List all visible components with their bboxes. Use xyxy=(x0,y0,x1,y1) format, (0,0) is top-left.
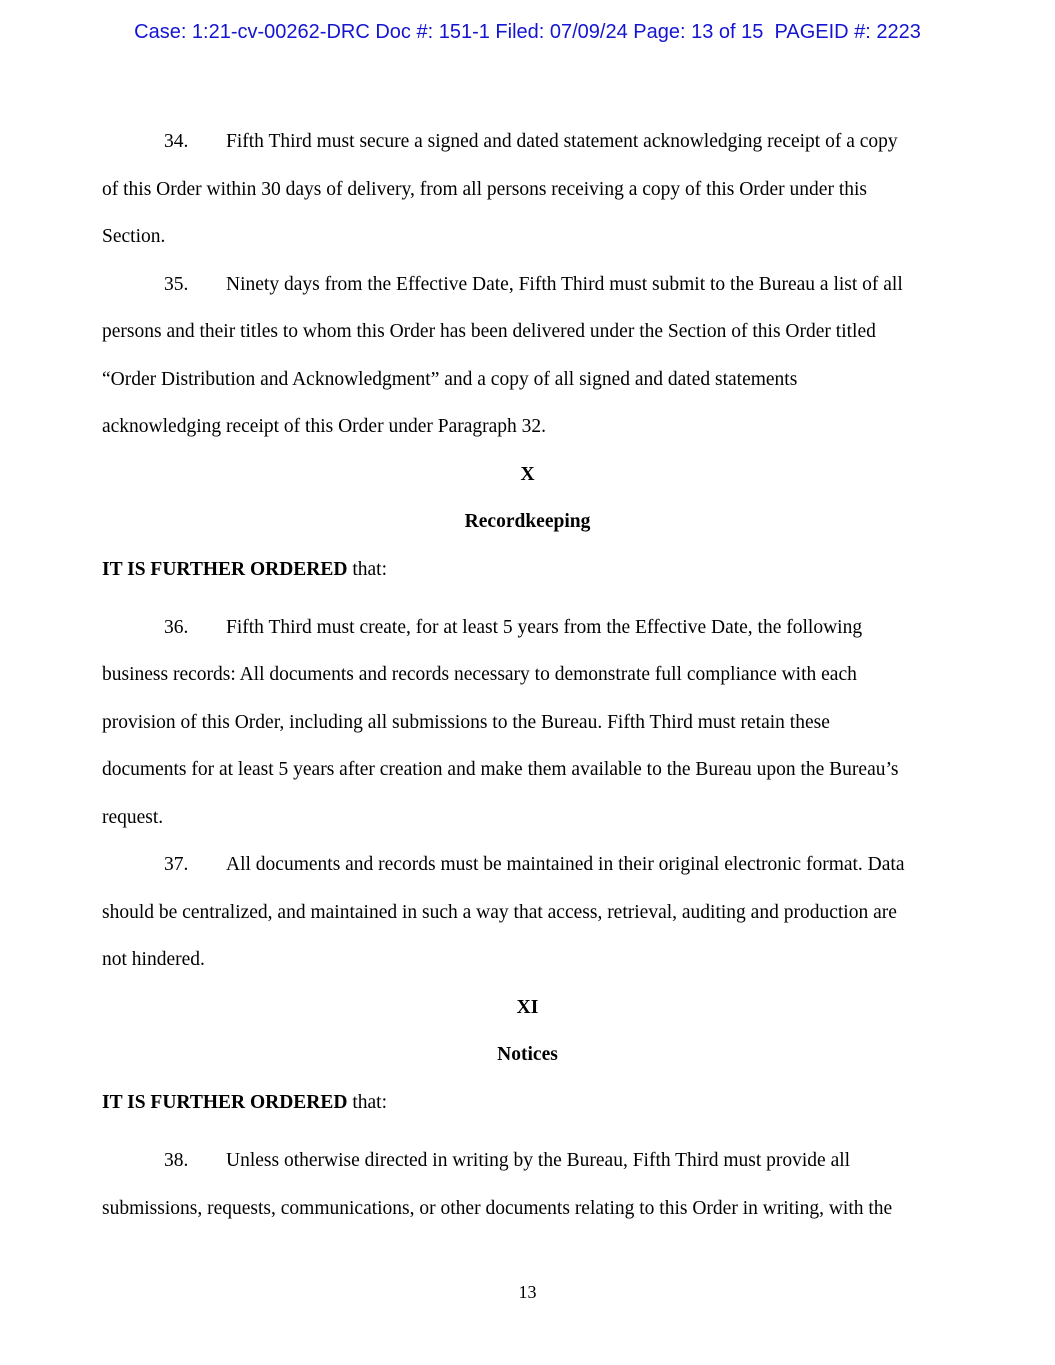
paragraph-34-line-3: Section. xyxy=(102,226,166,247)
paragraph-37-line-3: not hindered. xyxy=(102,949,205,970)
section-x-numeral: X xyxy=(520,464,535,485)
section-xi-ordered-rest: that: xyxy=(347,1092,388,1113)
paragraph-35-text-1: Ninety days from the Effective Date, Fifth Third must submit to the Bureau a list of all xyxy=(226,274,903,295)
section-xi-title: Notices xyxy=(497,1044,558,1065)
paragraph-35-line-4: acknowledging receipt of this Order under Paragraph 32. xyxy=(102,416,547,437)
section-xi-numeral: XI xyxy=(516,997,539,1018)
paragraph-36-line-1 xyxy=(102,616,862,640)
paragraph-36-text-1: Fifth Third must create, for at least 5 years from the Effective Date, the following xyxy=(226,617,863,638)
paragraph-37-line-1 xyxy=(102,853,905,877)
paragraph-36-line-2: business records: All documents and records necessary to demonstrate full compliance with each xyxy=(102,664,857,685)
paragraph-38-number: 38. xyxy=(164,1150,189,1171)
paragraph-35-line-1 xyxy=(102,273,903,297)
paragraph-34-number: 34. xyxy=(164,131,189,152)
paragraph-37-text-1: All documents and records must be maintained in their original electronic format. Data xyxy=(226,854,905,875)
paragraph-38-line-1 xyxy=(102,1149,850,1173)
section-x-ordered-clause xyxy=(102,558,387,582)
section-x-ordered-rest: that: xyxy=(347,559,388,580)
section-x-title: Recordkeeping xyxy=(464,511,591,532)
paragraph-36-line-3: provision of this Order, including all submissions to the Bureau. Fifth Third must retain these xyxy=(102,712,830,733)
paragraph-36-number: 36. xyxy=(164,617,189,638)
section-xi-ordered-clause xyxy=(102,1091,387,1115)
section-xi-ordered-bold: IT IS FURTHER ORDERED xyxy=(102,1092,348,1113)
paragraph-38-text-1: Unless otherwise directed in writing by the Bureau, Fifth Third must provide all xyxy=(226,1150,851,1171)
paragraph-34-text-1: Fifth Third must secure a signed and dated statement acknowledging receipt of a copy xyxy=(226,131,898,152)
paragraph-36-line-4: documents for at least 5 years after creation and make them available to the Bureau upon the Bureau’s xyxy=(102,759,899,780)
paragraph-35-line-2: persons and their titles to whom this Order has been delivered under the Section of this Order titled xyxy=(102,321,876,342)
page-number: 13 xyxy=(518,1282,537,1302)
paragraph-34-line-1 xyxy=(102,130,898,154)
section-x-ordered-bold: IT IS FURTHER ORDERED xyxy=(102,559,348,580)
paragraph-38-line-2: submissions, requests, communications, or other documents relating to this Order in writing, with the xyxy=(102,1198,893,1219)
paragraph-34-line-2: of this Order within 30 days of delivery, from all persons receiving a copy of this Order under this xyxy=(102,179,868,200)
paragraph-35-line-3: “Order Distribution and Acknowledgment” and a copy of all signed and dated statements xyxy=(102,369,798,390)
case-header-stamp: Case: 1:21-cv-00262-DRC Doc #: 151-1 Filed: 07/09/24 Page: 13 of 15 PAGEID #: 2223 xyxy=(134,21,921,43)
paragraph-35-number: 35. xyxy=(164,274,189,295)
paragraph-36-line-5: request. xyxy=(102,807,164,828)
paragraph-37-line-2: should be centralized, and maintained in such a way that access, retrieval, auditing and production are xyxy=(102,902,897,923)
paragraph-37-number: 37. xyxy=(164,854,189,875)
